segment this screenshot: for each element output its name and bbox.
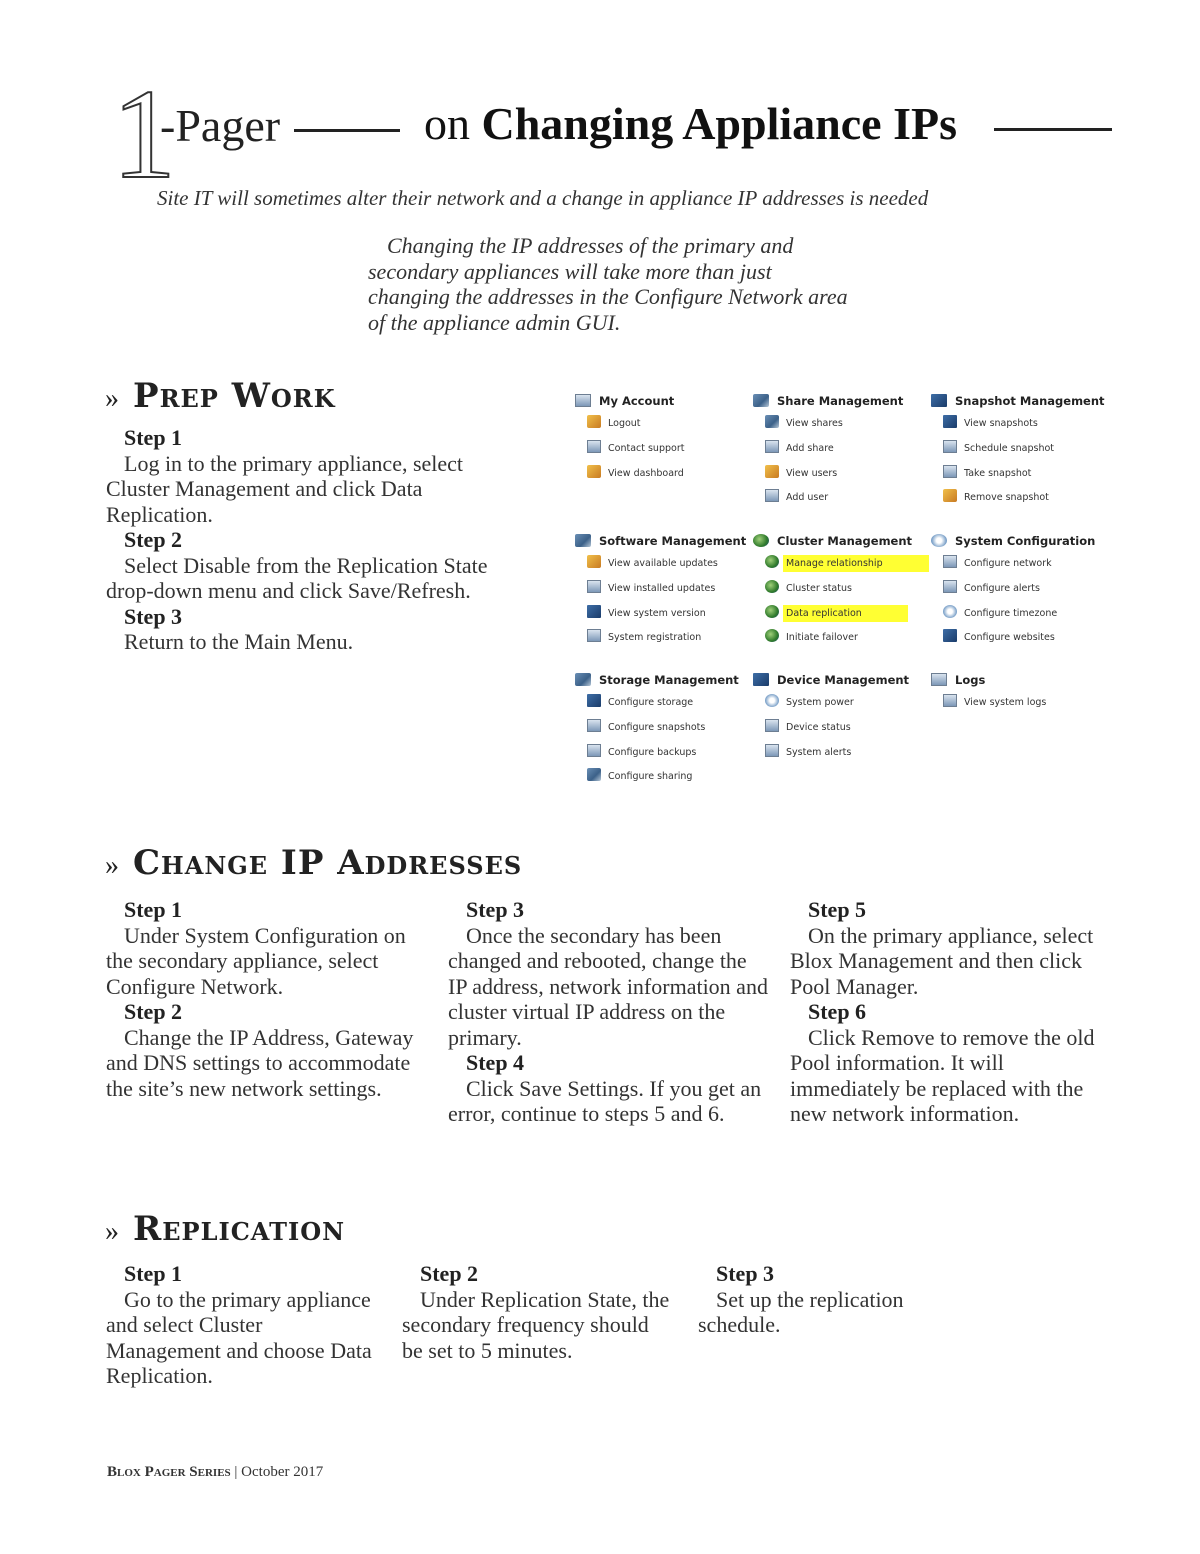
menu-group-header: Software Management [572,530,752,552]
menu-item-configure-timezone[interactable]: Configure timezone [928,602,1108,627]
monitor-icon [765,719,779,732]
globe-icon [765,605,779,618]
step-label: Step 3 [124,603,183,629]
menu-item-add-share[interactable]: Add share [750,437,930,462]
menu-group-header: Share Management [750,390,930,412]
remove-snapshot-icon [943,489,957,502]
step-label: Step 2 [124,999,183,1024]
section-title: Prep Work [133,376,336,416]
menu-item-view-dashboard[interactable]: View dashboard [572,462,752,487]
menu-group-header: Storage Management [572,669,752,691]
add-user-icon [765,489,779,502]
step-body: Return to the Main Menu. [124,629,354,654]
menu-group-snapshot-management [928,390,1108,511]
menu-item-manage-relationship[interactable]: Manage relationship [750,552,930,577]
footer-date: October 2017 [241,1464,324,1480]
change-steps-col-3 [790,897,1108,1127]
section-title: Replication [133,1209,346,1249]
logout-icon [587,415,601,428]
footer-series: Blox Pager Series [107,1464,231,1480]
replication-steps-col-3 [698,1261,968,1338]
website-icon [943,629,957,642]
step-body: Log in to the primary appliance, select Cluster Management and click Data Replication. [106,450,464,527]
step-body: Change the IP Address, Gateway and DNS settings to accommodate the site’s new network settings. [106,1024,414,1101]
menu-item-configure-alerts[interactable]: Configure alerts [928,577,1108,602]
menu-item-view-snapshots[interactable]: View snapshots [928,412,1108,437]
step-body: Click Save Settings. If you get an error, continue to steps 5 and 6. [448,1075,762,1126]
step-body: Go to the primary appliance and select Cluster Management and choose Data Replication. [106,1286,372,1388]
section-heading-prep-work [105,378,336,417]
installed-updates-icon [587,580,601,593]
menu-group-share-management [750,390,930,511]
menu-item-configure-backups[interactable]: Configure backups [572,741,752,766]
menu-item-configure-snapshots[interactable]: Configure snapshots [572,716,752,741]
step-body: Under System Configuration on the secondary appliance, select Configure Network. [106,922,406,999]
step-label: Step 3 [466,897,525,922]
pager-label: -Pager [160,100,281,151]
menu-item-logout[interactable]: Logout [572,412,752,437]
menu-group-header: Logs [928,669,1108,691]
section-heading-replication [105,1211,345,1250]
software-icon [575,534,591,547]
step-label: Step 6 [808,999,867,1024]
menu-group-device-management [750,669,930,765]
globe-icon [753,534,769,547]
replication-steps-col-2 [402,1261,672,1363]
step-label: Step 1 [124,425,183,450]
title-prefix: on [424,98,470,149]
menu-item-cluster-status[interactable]: Cluster status [750,577,930,602]
sharing-icon [587,768,601,781]
menu-item-add-user[interactable]: Add user [750,486,930,511]
menu-item-data-replication[interactable]: Data replication [750,602,930,627]
menu-item-view-system-logs[interactable]: View system logs [928,691,1108,716]
monitor-icon [587,719,601,732]
menu-item-system-alerts[interactable]: System alerts [750,741,930,766]
registration-icon [587,629,601,642]
step-label: Step 1 [124,1261,183,1286]
section-marker: » [105,383,119,414]
network-icon [943,555,957,568]
globe-icon [765,555,779,568]
section-marker: » [105,850,119,881]
menu-group-software-management [572,530,752,651]
menu-item-system-power[interactable]: System power [750,691,930,716]
add-share-icon [765,440,779,453]
intro-paragraph: Changing the IP addresses of the primary and secondary appliances will take more than just changing the addresses in the Configure Network area of the appliance admin GUI. [368,233,848,335]
shares-icon [765,415,779,428]
step-label: Step 1 [124,897,183,922]
magnifier-icon [931,673,947,686]
menu-item-configure-websites[interactable]: Configure websites [928,626,1108,651]
page-title [424,98,957,150]
menu-group-logs [928,669,1108,716]
title-bold: Changing Appliance IPs [481,98,957,149]
dashboard-icon [587,465,601,478]
footer-separator: | [234,1464,238,1480]
gear-icon [931,534,947,547]
menu-group-storage-management [572,669,752,790]
alert-icon [765,744,779,757]
globe-icon [765,629,779,642]
menu-item-view-available-updates[interactable]: View available updates [572,552,752,577]
footer [107,1464,323,1481]
menu-group-header: System Configuration [928,530,1108,552]
section-heading-change-ip-addresses [105,845,522,884]
change-steps-col-2 [448,897,770,1127]
step-label: Step 2 [124,527,183,552]
menu-item-configure-sharing[interactable]: Configure sharing [572,765,752,790]
clock-icon [943,605,957,618]
schedule-icon [943,440,957,453]
section-title: Change IP Addresses [133,843,523,883]
prep-steps [106,425,526,655]
step-body: Click Remove to remove the old Pool information. It will immediately be replaced with the new network information. [790,1024,1095,1126]
page-number-glyph: 1 [112,63,176,205]
admin-main-menu [572,390,1112,800]
alerts-icon [943,580,957,593]
disk-icon [587,694,601,707]
step-body: Select Disable from the Replication State drop-down menu and click Save/Refresh. [106,552,488,603]
user-icon [575,394,591,407]
replication-steps-col-1 [106,1261,376,1389]
take-snapshot-icon [943,465,957,478]
users-icon [765,465,779,478]
section-marker: » [105,1216,119,1247]
step-body: On the primary appliance, select Blox Management and then click Pool Manager. [790,922,1094,999]
menu-item-contact-support[interactable]: Contact support [572,437,752,462]
change-steps-col-1 [106,897,428,1101]
menu-item-device-status[interactable]: Device status [750,716,930,741]
snapshots-icon [943,415,957,428]
storage-icon [575,673,591,686]
updates-icon [587,555,601,568]
menu-item-configure-storage[interactable]: Configure storage [572,691,752,716]
version-icon [587,605,601,618]
snapshot-icon [931,394,947,407]
step-label: Step 2 [420,1261,479,1286]
step-body: Under Replication State, the secondary frequency should be set to 5 minutes. [402,1286,670,1363]
device-icon [753,673,769,686]
menu-group-system-configuration [928,530,1108,651]
menu-item-remove-snapshot[interactable]: Remove snapshot [928,486,1108,511]
title-rule-left [294,129,400,132]
menu-item-schedule-snapshot[interactable]: Schedule snapshot [928,437,1108,462]
menu-item-view-system-version[interactable]: View system version [572,602,752,627]
menu-item-configure-network[interactable]: Configure network [928,552,1108,577]
title-rule-right [994,128,1112,131]
globe-icon [765,580,779,593]
menu-group-my-account [572,390,752,486]
subtitle: Site IT will sometimes alter their network and a change in appliance IP addresses is needed [157,186,929,210]
menu-item-system-registration[interactable]: System registration [572,626,752,651]
step-body: Once the secondary has been changed and rebooted, change the IP address, network information and cluster virtual IP address on the primary. [448,922,768,1050]
support-icon [587,440,601,453]
menu-item-initiate-failover[interactable]: Initiate failover [750,626,930,651]
menu-item-view-shares[interactable]: View shares [750,412,930,437]
menu-item-view-installed-updates[interactable]: View installed updates [572,577,752,602]
step-label: Step 3 [716,1261,775,1286]
step-label: Step 4 [466,1050,525,1075]
menu-group-header: My Account [572,390,752,412]
step-body: Set up the replication schedule. [698,1286,904,1337]
menu-group-cluster-management [750,530,930,651]
step-label: Step 5 [808,897,867,922]
monitor-icon [587,744,601,757]
menu-group-header: Cluster Management [750,530,930,552]
menu-group-header: Snapshot Management [928,390,1108,412]
share-icon [753,394,769,407]
menu-item-view-users[interactable]: View users [750,462,930,487]
menu-group-header: Device Management [750,669,930,691]
power-icon [765,694,779,707]
menu-item-take-snapshot[interactable]: Take snapshot [928,462,1108,487]
magnifier-icon [943,694,957,707]
